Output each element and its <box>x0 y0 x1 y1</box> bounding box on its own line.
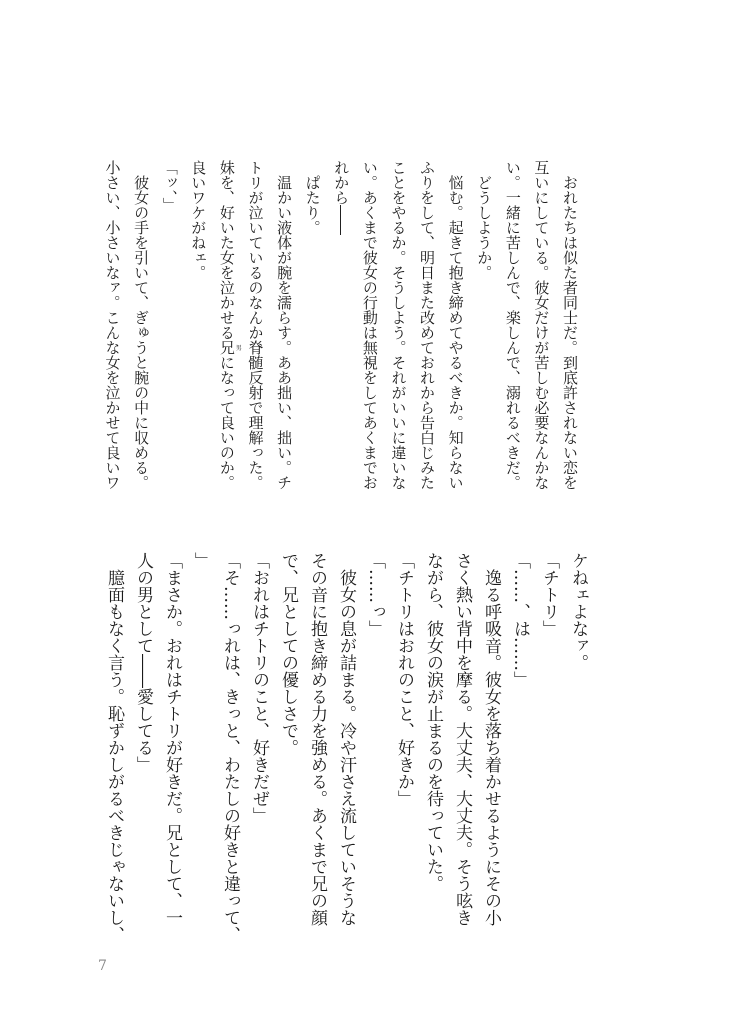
text-column: 「そ……っれは、きっと、わたしの好きと違って、 <box>220 552 240 943</box>
text-column: その音に抱き締める力を強める。あくまで兄の顔 <box>307 552 327 926</box>
text-column: トリが泣いているのなんか脊髄反射で理解った。 <box>246 160 265 490</box>
text-column: 臆面もなく言う。恥ずかしがるべきじゃないし、 <box>104 552 124 943</box>
text-column: 「おれはチトリのこと、好きだぜ」 <box>249 552 269 824</box>
text-column: 悩む。起きて抱き締めてやるべきか。知らない <box>446 160 465 490</box>
text-column: 温かい液体が腕を濡らす。ああ拙い、拙い。チ <box>275 160 294 490</box>
text-column: 「……、は……」 <box>510 552 530 688</box>
text-column: 「……っ」 <box>365 552 385 637</box>
page-number: 7 <box>98 958 107 974</box>
text-column: い。あくまで彼女の行動は無視をしてあくまでお <box>360 160 379 490</box>
text-column: 「チトリ」 <box>539 552 559 637</box>
text-column: 良いワケがねェ。 <box>189 160 208 280</box>
text-column: 小さい、小さいなァ。こんな女を泣かせて良いワ <box>103 160 122 490</box>
text-block-top <box>98 160 584 500</box>
text-column: 「ッ、」 <box>160 160 179 213</box>
text-column: どうしようか。 <box>475 160 494 280</box>
text-column: 「まさか。おれはチトリが好きだ。兄として、一 <box>162 552 182 926</box>
text-block-bottom <box>99 552 592 952</box>
text-column: 」 <box>191 552 211 569</box>
text-segment: 妹を、好いた女を泣かせる <box>217 160 236 340</box>
text-column: い。一緒に苦しんで、楽しんで、溺れるべきだ。 <box>503 160 522 490</box>
text-column: おれたちは似た者同士だ。到底許されない恋を <box>561 160 579 490</box>
text-column: ふりをして、明日また改めておれから告白じみた <box>418 160 437 490</box>
text-column: 彼女の手を引いて、ぎゅうと腕の中に収める。 <box>132 160 151 490</box>
text-column: 人の男として――愛してる」 <box>133 552 153 773</box>
text-segment: になって良いのか。 <box>217 355 236 490</box>
ruby-base: 兄 <box>217 340 236 355</box>
ruby-annotation: 男 <box>234 340 242 355</box>
text-column: ケねェよなァ。 <box>568 552 588 671</box>
text-column: で、兄としての優しさで。 <box>278 552 298 756</box>
text-column: れから―― <box>332 160 351 235</box>
text-column: 逸る呼吸音。彼女を落ち着かせるようにその小 <box>481 552 501 926</box>
text-column: 「チトリはおれのこと、好きか」 <box>394 552 414 807</box>
ruby-text <box>217 340 242 355</box>
text-column: 互いにしている。彼女だけが苦しむ必要なんかな <box>532 160 551 490</box>
text-column: さく熱い背中を摩る。大丈夫、大丈夫。そう呟き <box>452 552 472 926</box>
text-column: 彼女の息が詰まる。冷や汗さえ流していそうな <box>336 552 356 926</box>
text-column <box>212 160 241 500</box>
text-column: ことをやるか。そうしよう。それがいいに違いな <box>389 160 408 490</box>
text-column: ぱたり。 <box>303 160 322 235</box>
text-column: ながら、彼女の涙が止まるのを待っていた。 <box>423 552 443 892</box>
